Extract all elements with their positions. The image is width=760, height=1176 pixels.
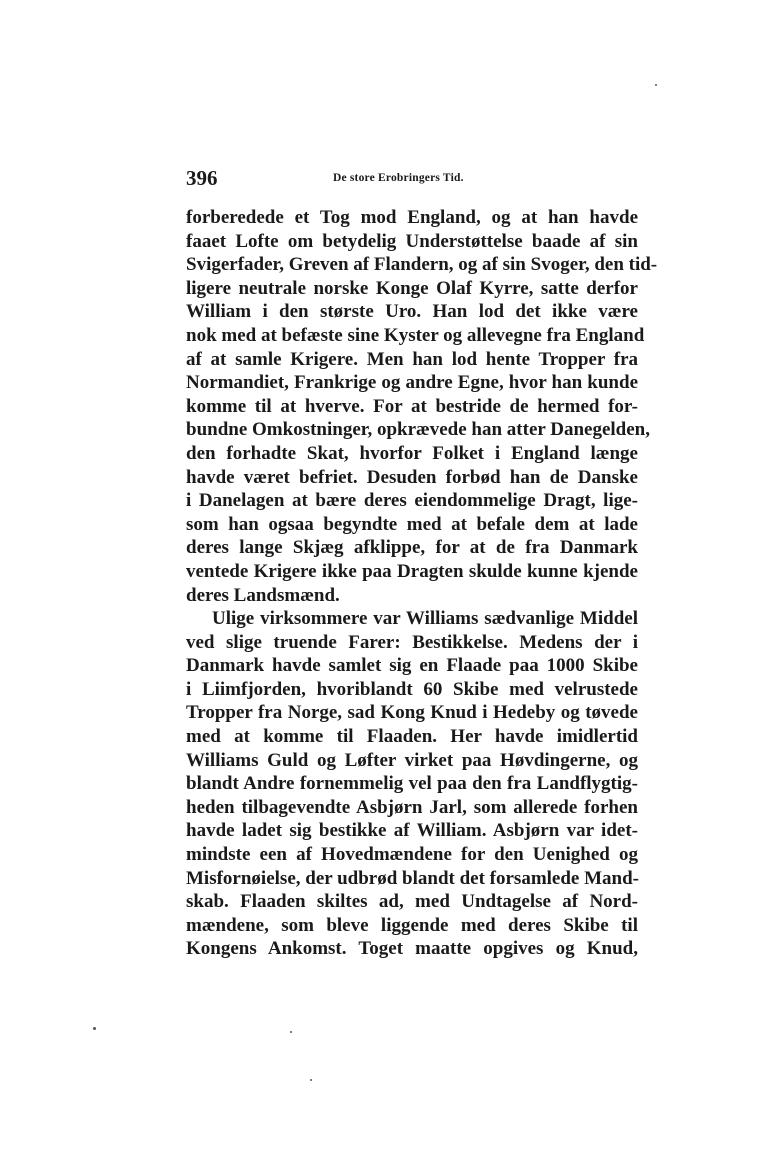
ink-speck <box>310 1079 312 1081</box>
text-line: af at samle Krigere. Men han lod hente Tropper fra <box>186 348 638 370</box>
text-line: deres lange Skjæg afklippe, for at de fra Danmark <box>186 537 638 559</box>
text-line: med at komme til Flaaden. Her havde imidlertid <box>186 726 638 748</box>
text-line: Williams Guld og Løfter virket paa Høvdingerne, og <box>186 749 638 771</box>
body-text <box>186 206 658 961</box>
text-line: havde været befriet. Desuden forbød han de Danske <box>186 466 638 488</box>
text-line: havde ladet sig bestikke af William. Asbjørn var idet- <box>186 820 638 842</box>
text-line: William i den største Uro. Han lod det ikke være <box>186 301 638 323</box>
text-line: bundne Omkostninger, opkrævede han atter Danegelden, <box>186 419 650 441</box>
text-line: ved slige truende Farer: Bestikkelse. Medens der i <box>186 631 638 653</box>
text-line: i Liimfjorden, hvoriblandt 60 Skibe med velrustede <box>186 678 638 700</box>
page-number: 396 <box>186 166 218 190</box>
ink-speck <box>655 84 657 86</box>
text-line: Ulige virksommere var Williams sædvanlige Middel <box>212 608 638 630</box>
text-line: mindste een af Hovedmændene for den Uenighed og <box>186 844 638 866</box>
text-line: heden tilbagevendte Asbjørn Jarl, som allerede forhen <box>186 796 638 818</box>
text-line: blandt Andre fornemmelig vel paa den fra Landflygtig- <box>186 773 638 795</box>
paragraph-2 <box>186 607 638 961</box>
page-header <box>186 166 638 196</box>
text-line: som han ogsaa begyndte med at befale dem at lade <box>186 513 638 535</box>
ink-speck <box>93 1027 96 1030</box>
text-line: Danmark havde samlet sig en Flaade paa 1000 Skibe <box>186 655 638 677</box>
text-line: den forhadte Skat, hvorfor Folket i England længe <box>186 442 638 464</box>
text-line: Tropper fra Norge, sad Kong Knud i Hedeby og tøvede <box>186 702 638 724</box>
paragraph-1 <box>186 206 658 607</box>
text-line: i Danelagen at bære deres eiendommelige Dragt, lige- <box>186 490 638 512</box>
ink-speck <box>290 1031 292 1033</box>
text-line: mændene, som bleve liggende med deres Skibe til <box>186 914 638 936</box>
text-line: forberedede et Tog mod England, og at han havde <box>186 207 638 228</box>
text-line: komme til at hverve. For at bestride de hermed for- <box>186 395 638 417</box>
text-line: Svigerfader, Greven af Flandern, og af sin Svoger, den tid- <box>186 254 658 276</box>
text-line: nok med at befæste sine Kyster og allevegne fra England <box>186 324 645 346</box>
text-line: skab. Flaaden skiltes ad, med Undtagelse af Nord- <box>186 891 638 913</box>
text-line: faaet Lofte om betydelig Understøttelse baade af sin <box>186 230 638 252</box>
text-line: deres Landsmænd. <box>186 584 340 606</box>
running-head: De store Erobringers Tid. <box>333 172 464 184</box>
text-line: Misfornøielse, der udbrød blandt det forsamlede Mand- <box>186 867 640 889</box>
text-line: ligere neutrale norske Konge Olaf Kyrre, satte derfor <box>186 277 638 299</box>
text-line: ventede Krigere ikke paa Dragten skulde kunne kjende <box>186 560 638 582</box>
text-line: Normandiet, Frankrige og andre Egne, hvor han kunde <box>186 372 638 394</box>
text-line: Kongens Ankomst. Toget maatte opgives og Knud, <box>186 938 638 960</box>
